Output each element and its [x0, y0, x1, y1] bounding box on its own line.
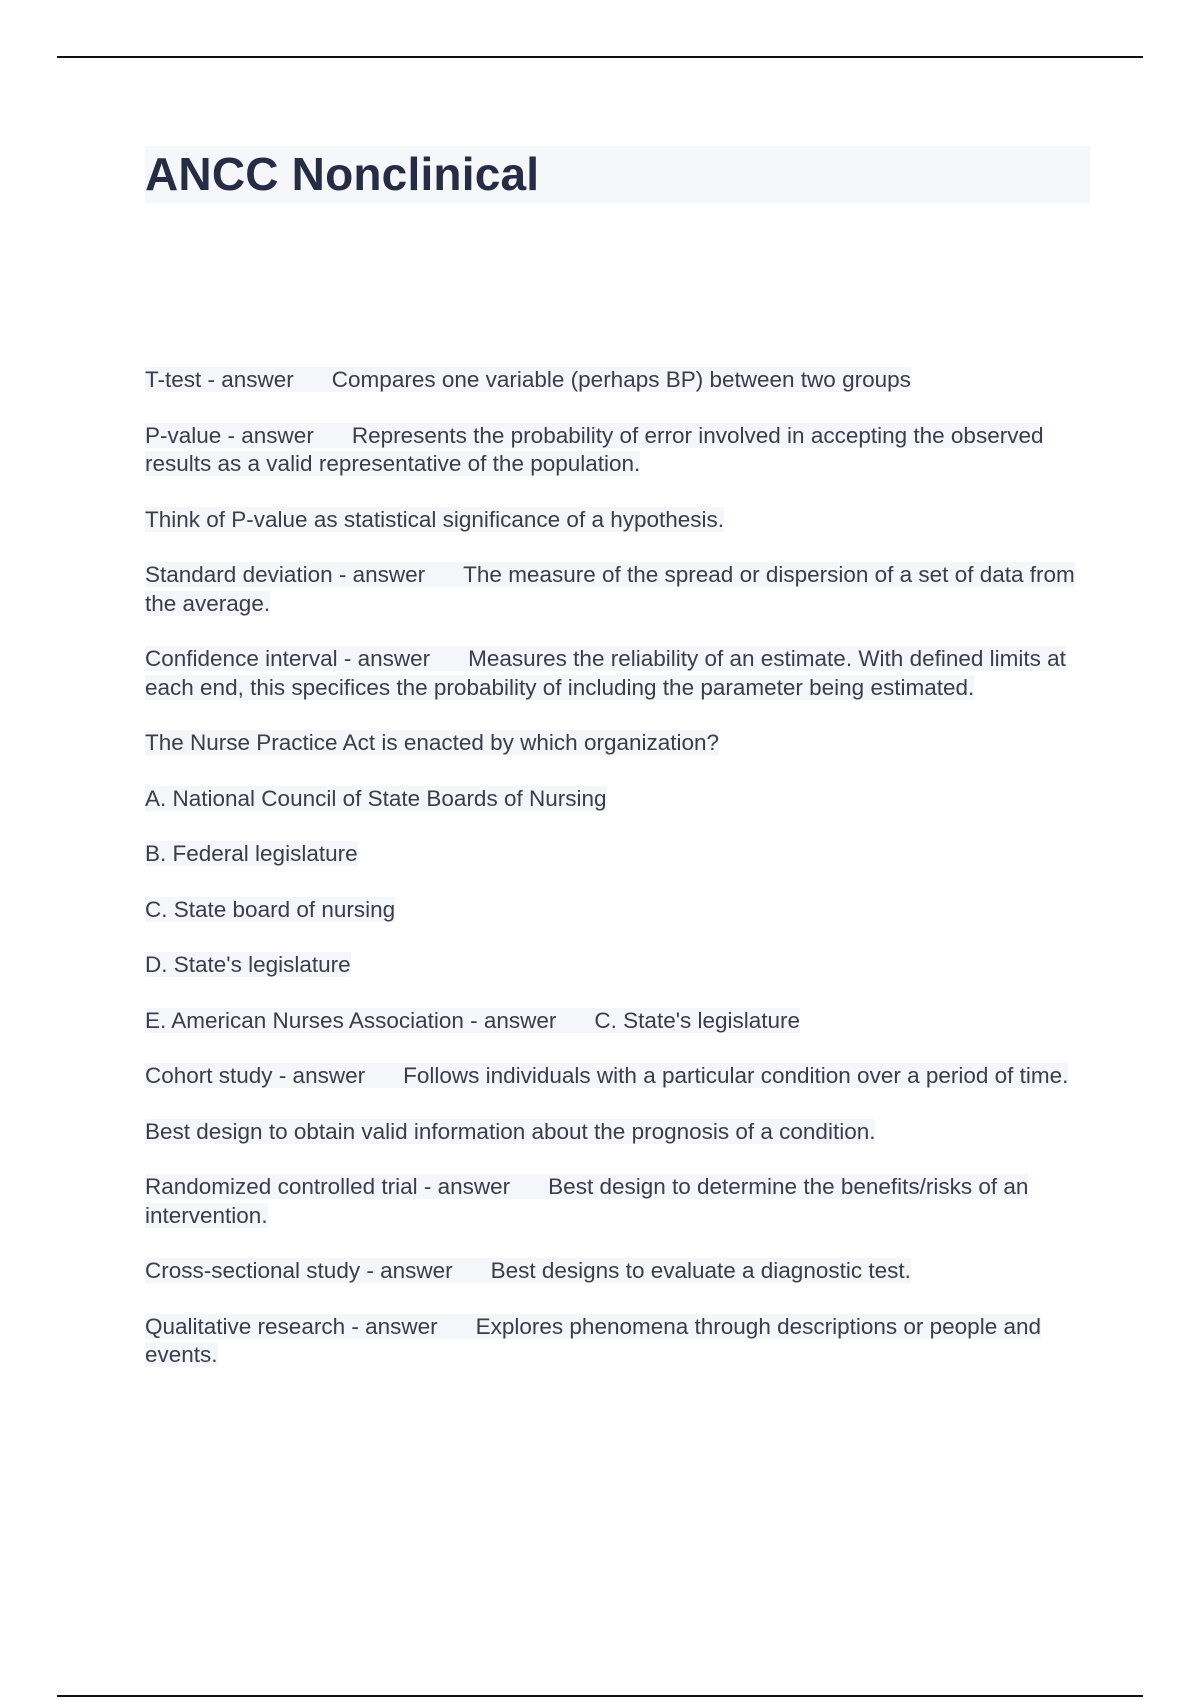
- entry-p-value: [145, 422, 1090, 479]
- entry-standard-deviation: [145, 561, 1090, 618]
- entry-text: Think of P-value as statistical significance of a hypothesis.: [145, 506, 725, 532]
- entry-rct: [145, 1173, 1090, 1230]
- entry-option-b: [145, 840, 1090, 869]
- entry-text: C. State board of nursing: [145, 896, 396, 922]
- entry-term: Cohort study - answer: [145, 1063, 366, 1088]
- entry-definition: Represents the probability of error involved in accepting the observed results as a valid representative of the population.: [145, 422, 1044, 476]
- entry-option-a: [145, 785, 1090, 814]
- entry-definition: Best design to determine the benefits/risks of an intervention.: [145, 1174, 1029, 1228]
- entry-cross-sectional: [145, 1257, 1090, 1286]
- entry-qualitative: [145, 1313, 1090, 1370]
- entry-note: [145, 506, 1090, 535]
- entry-definition: The measure of the spread or dispersion of a set of data from the average.: [145, 562, 1075, 616]
- entry-t-test: [145, 366, 1090, 395]
- header-rule: [57, 56, 1143, 58]
- entry-term: T-test - answer: [145, 367, 294, 392]
- entry-text: Best design to obtain valid information about the prognosis of a condition.: [145, 1118, 876, 1144]
- entry-definition: Follows individuals with a particular condition over a period of time.: [403, 1063, 1069, 1088]
- entry-term: Qualitative research - answer: [145, 1313, 438, 1339]
- entry-text: D. State's legislature: [145, 952, 351, 977]
- footer-rule: [57, 1695, 1143, 1697]
- document-title: ANCC Nonclinical: [145, 148, 540, 200]
- entry-definition: Compares one variable (perhaps BP) between two groups: [331, 367, 911, 392]
- entry-question: [145, 729, 1090, 758]
- entry-term: E. American Nurses Association - answer: [145, 1007, 557, 1033]
- entry-term: Cross-sectional study - answer: [145, 1258, 453, 1283]
- entry-text: A. National Council of State Boards of Nursing: [145, 785, 607, 811]
- entry-term: Standard deviation - answer: [145, 562, 426, 587]
- entry-definition: Best designs to evaluate a diagnostic test.: [490, 1258, 911, 1283]
- flashcard-list: [145, 366, 1090, 1397]
- entry-definition: C. State's legislature: [594, 1007, 801, 1033]
- entry-cohort-study: [145, 1062, 1090, 1091]
- entry-confidence-interval: [145, 645, 1090, 702]
- entry-term: Confidence interval - answer: [145, 646, 431, 671]
- entry-option-c: [145, 896, 1090, 925]
- entry-definition: Measures the reliability of an estimate. With defined limits at each end, this specifices the probability of including the parameter being estimated.: [145, 646, 1066, 700]
- entry-term: P-value - answer: [145, 422, 314, 448]
- entry-term: Randomized controlled trial - answer: [145, 1174, 511, 1199]
- entry-definition: Explores phenomena through descriptions or people and events.: [145, 1313, 1042, 1367]
- entry-option-d: [145, 951, 1090, 980]
- entry-option-e: [145, 1007, 1090, 1036]
- entry-text: B. Federal legislature: [145, 841, 358, 866]
- entry-note: [145, 1118, 1090, 1147]
- entry-text: The Nurse Practice Act is enacted by which organization?: [145, 730, 720, 755]
